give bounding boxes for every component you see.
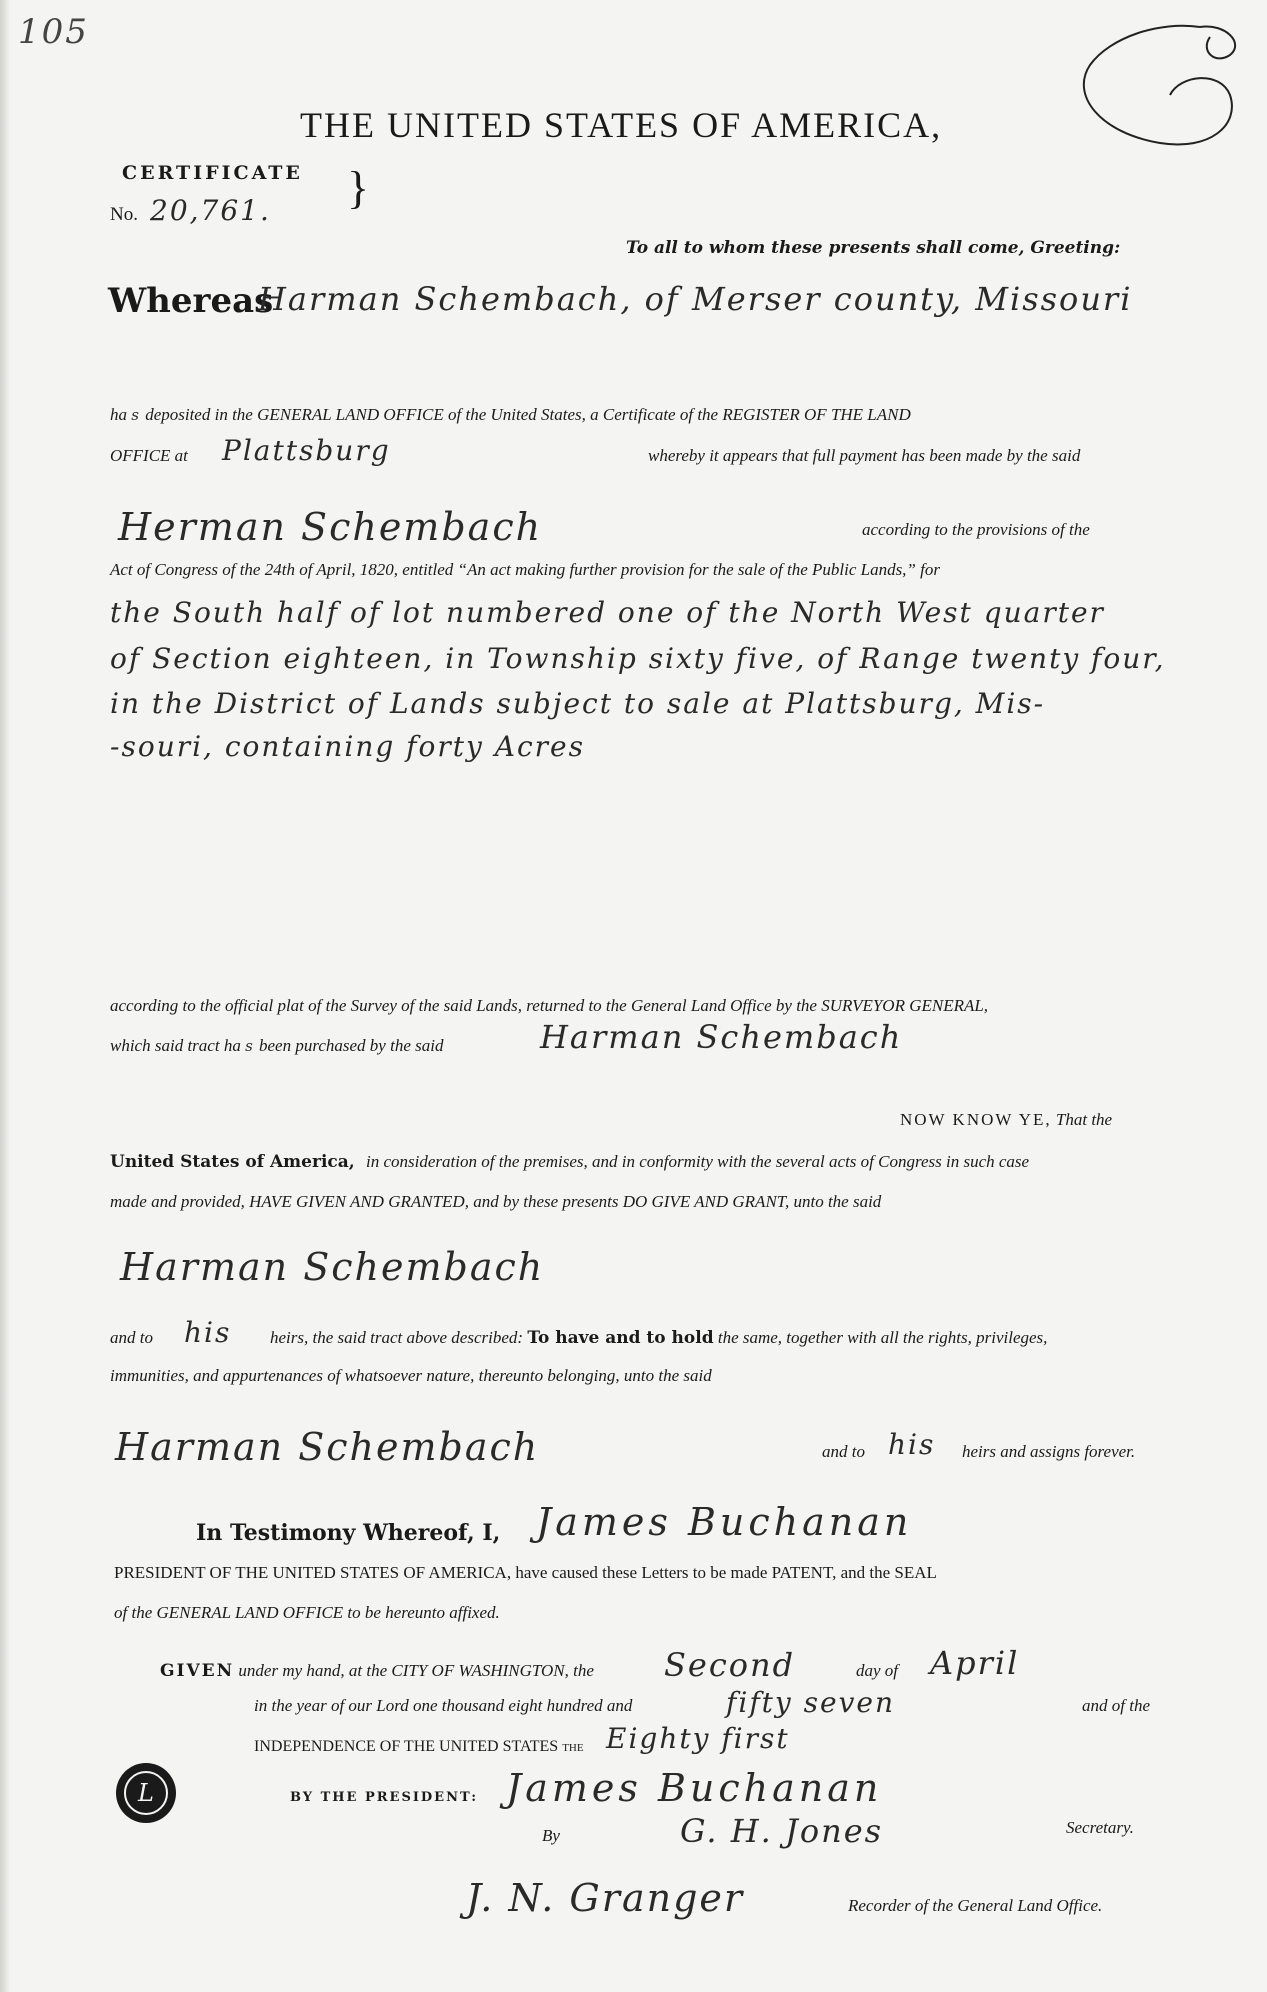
given-year: fifty seven: [726, 1686, 896, 1719]
given-day: Second: [664, 1646, 796, 1684]
year-text: in the year of our Lord one thousand eight hundred and: [254, 1696, 633, 1715]
independence-year: Eighty first: [606, 1722, 790, 1755]
grantee-name-2: Harman Schembach: [115, 1425, 540, 1469]
together-text: the same, together with all the rights, privileges,: [717, 1328, 1048, 1347]
recorder-label: Recorder of the General Land Office.: [848, 1896, 1103, 1915]
given-month: April: [930, 1644, 1020, 1682]
certificate-number: 20,761.: [150, 194, 271, 227]
president-name: James Buchanan: [536, 1500, 913, 1544]
office-at-label: OFFICE at: [110, 446, 188, 465]
his-word-2: his: [888, 1428, 936, 1461]
now-know-rest: That the: [1055, 1110, 1113, 1129]
office-place: Plattsburg: [222, 434, 391, 467]
by-the-president-label: BY THE PRESIDENT:: [290, 1790, 478, 1805]
whereas-word: Whereas: [108, 281, 274, 321]
given-line: [160, 1661, 594, 1681]
his-word-1: his: [184, 1316, 232, 1349]
grantee-name: Harman Schembach: [120, 1245, 545, 1289]
usa-blackletter: United States of America,: [110, 1152, 355, 1172]
president-text: PRESIDENT OF THE UNITED STATES OF AMERICA, have caused these Letters to be made PATENT, and the SEAL: [114, 1563, 937, 1582]
immunities-text: immunities, and appurtenances of whatsoever nature, thereunto belonging, unto the said: [110, 1366, 712, 1385]
deposited-line: [110, 405, 911, 425]
description-line-3: in the District of Lands subject to sale at Plattsburg, Mis-: [110, 687, 1046, 720]
description-line-1: the South half of lot numbered one of the North West quarter: [110, 596, 1105, 629]
certificate-label: CERTIFICATE: [122, 162, 303, 184]
brace-mark: }: [347, 162, 370, 213]
by-word: By: [542, 1826, 560, 1845]
act-of-congress-text: Act of Congress of the 24th of April, 1820, entitled “An act making further provision for the sale of the Public Lands,” for: [110, 560, 940, 579]
day-of-text: day of: [856, 1661, 899, 1680]
heirs-line: [270, 1328, 1047, 1348]
purchased-line: [110, 1036, 443, 1056]
assigns-text: heirs and assigns forever.: [962, 1442, 1136, 1461]
now-know-ye-line: [900, 1110, 1112, 1130]
deposited-text: deposited in the GENERAL LAND OFFICE of the United States, a Certificate of the REGISTER OF THE LAND: [145, 405, 911, 424]
given-caps: GIVEN: [160, 1661, 235, 1681]
have-and-hold: To have and to hold: [527, 1328, 714, 1348]
president-signature: James Buchanan: [506, 1766, 883, 1810]
survey-text: according to the official plat of the Survey of the said Lands, returned to the General Land Office by the SURVEYOR GENERAL,: [110, 996, 989, 1015]
whereas-name: Harman Schembach, of Merser county, Missouri: [258, 280, 1133, 318]
seal-affixed-text: of the GENERAL LAND OFFICE to be hereunto affixed.: [114, 1603, 500, 1622]
independence-text: INDEPENDENCE OF THE UNITED STATES the: [254, 1738, 584, 1755]
deposited-s: s: [131, 406, 141, 424]
and-to-text: and to: [110, 1328, 153, 1347]
provisions-text: according to the provisions of the: [862, 520, 1090, 539]
made-provided-text: made and provided, HAVE GIVEN AND GRANTED, and by these presents DO GIVE AND GRANT, unto the said: [110, 1192, 882, 1211]
secretary-signature: G. H. Jones: [680, 1812, 884, 1850]
given-text: under my hand, at the CITY OF WASHINGTON, the: [238, 1661, 594, 1680]
corner-note: 105: [18, 12, 89, 52]
corner-loop-mark: [1050, 15, 1250, 165]
and-to-text-2: and to: [822, 1442, 865, 1461]
general-land-office-seal-icon: L: [116, 1763, 176, 1823]
scan-edge: [0, 0, 10, 1992]
deposited-has: ha: [110, 405, 127, 424]
payer-name: Herman Schembach: [118, 505, 543, 549]
purchased-has: ha: [223, 1036, 241, 1055]
now-know-caps: NOW KNOW YE,: [900, 1110, 1052, 1129]
purchaser-name: Harman Schembach: [540, 1018, 903, 1056]
whereby-text: whereby it appears that full payment has been made by the said: [648, 446, 1081, 465]
purchased-text-a: which said tract: [110, 1036, 220, 1055]
heirs-text: heirs, the said tract above described:: [270, 1328, 524, 1347]
purchased-s: s: [245, 1037, 255, 1055]
recorder-signature: J. N. Granger: [466, 1876, 745, 1920]
number-prefix: No.: [110, 204, 138, 225]
and-of-the-text: and of the: [1082, 1696, 1150, 1715]
description-line-2: of Section eighteen, in Township sixty five, of Range twenty four,: [110, 642, 1166, 675]
testimony-blackletter: In Testimony Whereof, I,: [196, 1520, 501, 1546]
consideration-text: in consideration of the premises, and in conformity with the several acts of Congress in such case: [366, 1152, 1030, 1171]
description-line-4: -souri, containing forty Acres: [110, 730, 585, 763]
purchased-text-b: been purchased by the said: [259, 1036, 444, 1055]
secretary-label: Secretary.: [1066, 1818, 1134, 1837]
document-heading: THE UNITED STATES OF AMERICA,: [300, 105, 943, 145]
greeting-line: To all to whom these presents shall come, Greeting:: [626, 238, 1121, 258]
